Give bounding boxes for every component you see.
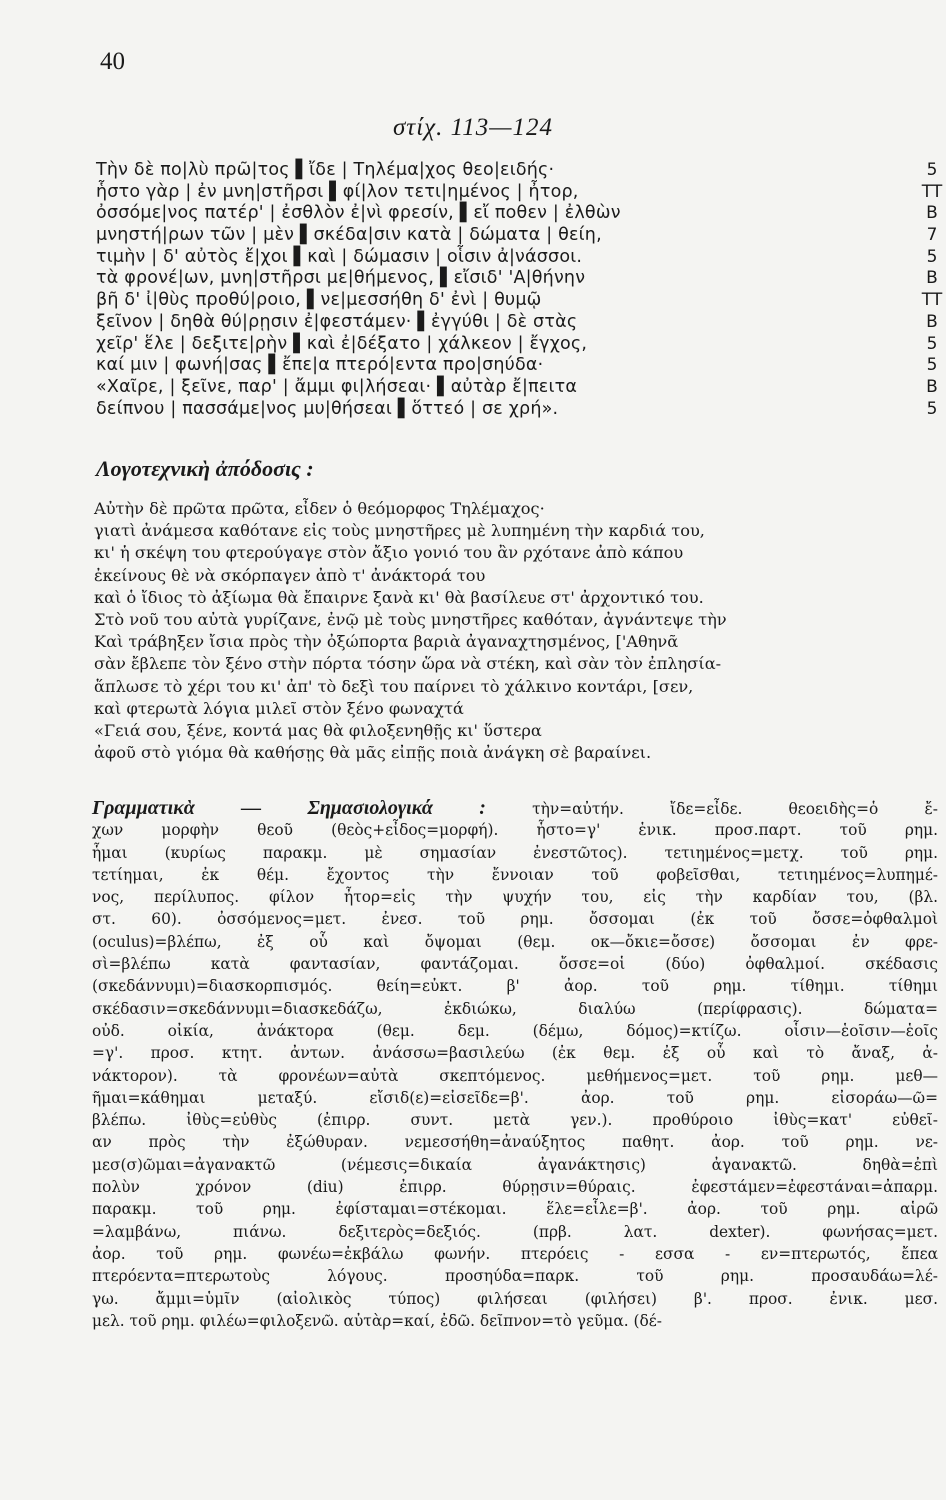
meter-mark: B xyxy=(926,376,938,397)
grammar-line: =λαμβάνω, πιάνω. δεξιτερὸς=δεξιός. (πρβ. λατ. dexter). φωνήσας=μετ. xyxy=(92,1222,938,1241)
grammar-line: στ. 60). ὀσσόμενος=μετ. ἐνεσ. τοῦ ρημ. ὄσσομαι (ἐκ τοῦ ὄσσε=ὀφθαλμοὶ xyxy=(92,910,938,929)
meter-mark: 7 xyxy=(926,225,938,246)
grammar-block xyxy=(92,797,938,1332)
verse-line: ἧστο γὰρ | ἐν μνη|στῆρσι ▌φί|λον τετι|ημένος | ἦτορ, xyxy=(96,181,579,202)
meter-mark: B xyxy=(926,203,938,224)
translation-heading: Λογοτεχνικὴ ἀπόδοσις : xyxy=(96,456,314,481)
meter-mark: 5 xyxy=(926,160,938,180)
verse-line: χεῖρ' ἕλε | δεξιτε|ρὴν ▌καὶ ἐ|δέξατο | χάλκεον | ἔγχος, xyxy=(96,333,588,354)
verse-line: μνηστή|ρων τῶν | μὲν ▌σκέδα|σιν κατὰ | δώματα | θείη, xyxy=(96,225,602,246)
grammar-line: σὶ=βλέπω κατὰ φαντασίαν, φαντάζομαι. ὄσσε=οἱ (δύο) ὀφθαλμοί. σκέδασις xyxy=(92,955,938,974)
grammar-line: σκέδασιν=σκεδάννυμι=διασκεδάζω, ἐκδιώκω, διαλύω (περίφρασις). δώματα= xyxy=(92,999,938,1018)
grammar-line: =γ'. προσ. κτητ. ἀντων. ἀνάσσω=βασιλεύω (ἐκ θεμ. ἐξ οὗ καὶ τὸ ἄναξ, ἀ- xyxy=(92,1044,938,1063)
translation-line: ἐκείνους θὲ νὰ σκόρπαγεν ἀπὸ τ' ἀνάκτορά του xyxy=(94,565,486,585)
section-heading: στίχ. 113—124 xyxy=(392,114,554,141)
grammar-line: χων μορφὴν θεοῦ (θεὸς+εἶδος=μορφή). ἧστο=γ' ἑνικ. προσ.παρτ. τοῦ ρημ. xyxy=(92,821,938,840)
translation-line: καὶ ὁ ἴδιος τὸ ἀξίωμα θὰ ἔπαιρνε ξανὰ κι' θὰ βασίλευε στ' ἀρχοντικό του. xyxy=(94,587,704,607)
grammar-line: πολὺν χρόνον (diu) ἐπιρρ. θύρῃσιν=θύραις. ἐφεστάμεν=ἐφεστάναι=ἀπαρμ. xyxy=(92,1178,938,1197)
meter-mark: 5 xyxy=(926,355,938,376)
translation-line: «Γειά σου, ξένε, κοντά μας θὰ φιλοξενηθῇς κι' ὕστερα xyxy=(94,720,542,740)
translation-line: γιατὶ ἀνάμεσα καθότανε εἰς τοὺς μνηστῆρες μὲ λυπημένη τὴν καρδιά του, xyxy=(94,521,705,541)
grammar-line: οὐδ. οἰκία, ἀνάκτορα (θεμ. δεμ. (δέμω, δόμος)=κτίζω. οἷσιν—ἑοῖσιν—ἑοῖς xyxy=(92,1021,938,1040)
meter-mark: 5 xyxy=(926,333,938,354)
grammar-first-line xyxy=(92,797,938,819)
meter-mark: TT xyxy=(921,181,943,202)
verse-line: τὰ φρονέ|ων, μνη|στῆρσι με|θήμενος, ▌εἴσιδ' 'Α|θήνην xyxy=(96,268,586,289)
verse-line: δείπνου | πασσάμε|νος μυ|θήσεαι ▌ὅττεό | σε χρή». xyxy=(96,398,559,419)
grammar-line: βλέπω. ἰθὺς=εὐθὺς (ἐπιρρ. συντ. μετὰ γεν.). προθύροιο ἰθὺς=κατ' εὐθεῖ- xyxy=(92,1111,938,1130)
translation-block xyxy=(94,498,944,764)
translation-line: Στὸ νοῦ του αὐτὰ γυρίζανε, ἐνῷ μὲ τοὺς μνηστῆρες καθόταν, ἀγνάντεψε τὴν xyxy=(94,609,727,629)
grammar-line-text: τὴν=αὐτήν. ἴδε=εἶδε. θεοειδὴς=ὁ ἔ- xyxy=(532,800,938,818)
grammar-heading: Γραμματικὰ — Σημασιολογικά : xyxy=(92,797,486,819)
verse-line: «Χαῖρε, | ξεῖνε, παρ' | ἄμμι φι|λήσεαι· ▌αὐτὰρ ἔ|πειτα xyxy=(96,376,578,397)
translation-line: ἅπλωσε τὸ χέρι του κι' ἀπ' τὸ δεξὶ του παίρνει τὸ χάλκινο κοντάρι, [σεν, xyxy=(94,676,694,696)
verse-block xyxy=(96,160,876,420)
translation-line: Καὶ τράβηξεν ἴσια πρὸς τὴν ὀξώπορτα βαριὰ ἀγαναχτησμένος, ['Αθηνᾶ xyxy=(94,632,679,652)
grammar-line: ῆμαι=κάθημαι μεταξύ. εἴσιδ(ε)=εἰσεῖδε=β'. ἀορ. τοῦ ρημ. εἰσοράω—ῶ= xyxy=(92,1088,938,1107)
verse-line: ὀσσόμε|νος πατέρ' | ἐσθλὸν ἐ|νὶ φρεσίν, ▌εἴ ποθεν | ἐλθὼν xyxy=(96,203,621,224)
grammar-line: (oculus)=βλέπω, ἐξ οὗ καὶ ὄψομαι (θεμ. οκ—ὄκιε=ὄσσε) ὄσσομαι ἐν φρε- xyxy=(92,932,938,951)
translation-line: κι' ἡ σκέψη του φτερούγαγε στὸν ἄξιο γονιό του ἂν ρχότανε ἀπὸ κάπου xyxy=(94,543,684,563)
grammar-line: μελ. τοῦ ρημ. φιλέω=φιλοξενῶ. αὐτὰρ=καί, ἐδῶ. δεῖπνον=τὸ γεῦμα. (δέ- xyxy=(92,1311,662,1330)
grammar-line: παρακμ. τοῦ ρημ. ἐφίσταμαι=στέκομαι. ἕλε=εἷλε=β'. ἀορ. τοῦ ρημ. αἱρῶ xyxy=(92,1200,938,1219)
meter-mark: TT xyxy=(921,290,943,311)
grammar-line: νος, περίλυπος. φίλον ἦτορ=εἰς τὴν ψυχήν του, εἰς τὴν καρδίαν του, (βλ. xyxy=(92,888,938,907)
verse-line: Τὴν δὲ πο|λὺ πρῶ|τος ▌ἴδε | Τηλέμα|χος θεο|ειδής· xyxy=(96,160,555,180)
meter-mark: B xyxy=(926,268,938,289)
translation-line: σὰν ἔβλεπε τὸν ξένο στὴν πόρτα τόσην ὥρα νὰ στέκη, καὶ σὰν τὸν ἐπλησία- xyxy=(94,654,722,674)
translation-line: καὶ φτερωτὰ λόγια μιλεῖ στὸν ξένο φωναχτά xyxy=(94,698,464,718)
grammar-line: μεσ(σ)ῶμαι=ἀγανακτῶ (νέμεσις=δικαία ἀγανάκτησις) ἀγανακτῶ. δηθὰ=ἐπὶ xyxy=(92,1155,938,1174)
page-number: 40 xyxy=(100,48,125,75)
grammar-line: ἧμαι (κυρίως παρακμ. μὲ σημασίαν ἐνεστῶτος). τετιημένος=μετχ. τοῦ ρημ. xyxy=(92,843,938,862)
grammar-line: ἀορ. τοῦ ρημ. φωνέω=ἐκβάλω φωνήν. πτερόεις - εσσα - εν=πτερωτός, ἔπεα xyxy=(92,1244,938,1263)
translation-line: ἀφοῦ στὸ γιόμα θὰ καθήσῃς θὰ μᾶς εἰπῇς ποιὰ ἀνάγκη σὲ βαραίνει. xyxy=(94,743,652,763)
grammar-line: αν πρὸς τὴν ἐξώθυραν. νεμεσσήθη=ἀναύξητος παθητ. ἀορ. τοῦ ρημ. νε- xyxy=(92,1133,938,1152)
grammar-line: γω. ἄμμι=ὑμῖν (αἰολικὸς τύπος) φιλήσεαι (φιλήσει) β'. προσ. ἐνικ. μεσ. xyxy=(92,1289,938,1308)
grammar-line: νάκτορον). τὰ φρονέων=αὐτὰ σκεπτόμενος. μεθήμενος=μετ. τοῦ ρημ. μεθ— xyxy=(92,1066,938,1085)
meter-column xyxy=(920,160,944,420)
verse-line: καί μιν | φωνή|σας ▌ἔπε|α πτερό|εντα προ|σηύδα· xyxy=(96,355,544,376)
translation-line: Αὐτὴν δὲ πρῶτα πρῶτα, εἶδεν ὁ θεόμορφος Τηλέμαχος· xyxy=(94,499,545,518)
verse-line: βῆ δ' ἰ|θὺς προθύ|ροιο, ▌νε|μεσσήθη δ' ἐνὶ | θυμῷ xyxy=(96,290,542,311)
meter-mark: B xyxy=(926,311,938,332)
grammar-line: (σκεδάννυμι)=διασκορπισμός. θείη=εὐκτ. β' ἀορ. τοῦ ρημ. τίθημι. τίθημι xyxy=(92,977,938,996)
grammar-line: τετίημαι, ἐκ θέμ. ἔχοντος τὴν ἔννοιαν τοῦ φοβεῖσθαι, τετιημένος=λυπημέ- xyxy=(92,865,938,884)
meter-mark: 5 xyxy=(926,398,938,419)
grammar-line: πτερόεντα=πτερωτοὺς λόγους. προσηύδα=παρκ. τοῦ ρημ. προσαυδάω=λέ- xyxy=(92,1267,938,1286)
meter-mark: 5 xyxy=(926,246,938,267)
verse-line: ξεῖνον | δηθὰ θύ|ρῃσιν ἐ|φεστάμεν· ▌ἐγγύθι | δὲ στὰς xyxy=(96,311,578,332)
verse-line: τιμὴν | δ' αὐτὸς ἔ|χοι ▌καὶ | δώμασιν | οἷσιν ἀ|νάσσοι. xyxy=(96,246,583,267)
